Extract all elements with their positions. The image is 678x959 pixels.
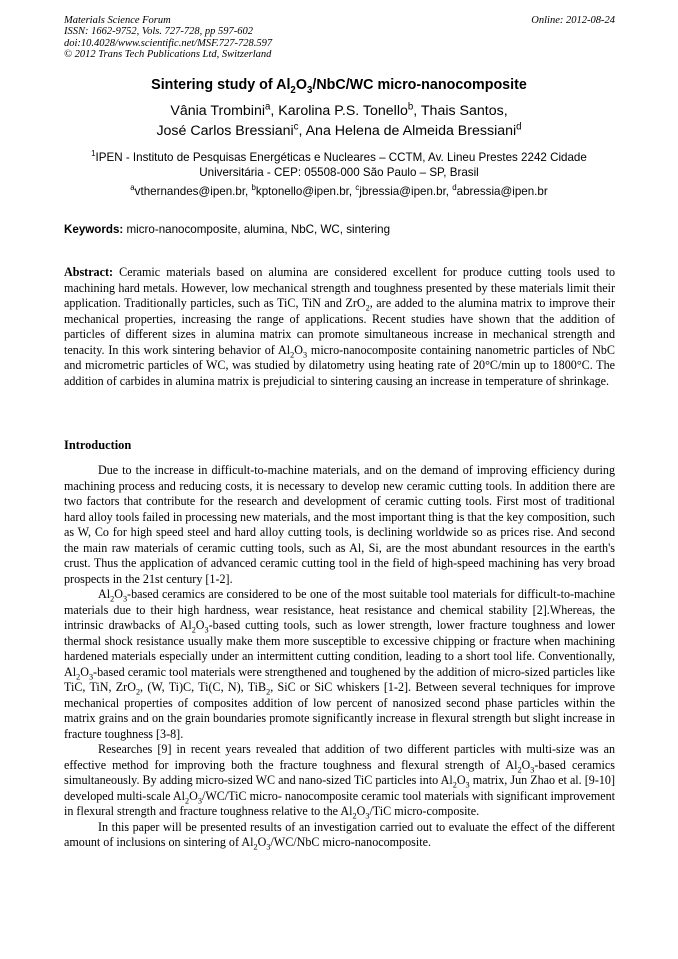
doi-line: doi:10.4028/www.scientific.net/MSF.727-728.597: [64, 37, 273, 49]
intro-paragraph-3: Researches [9] in recent years revealed that addition of two different particles with multi-size was an effective method for improving both the fracture toughness and flexural strength of $Al_2O_3$-based ceramics simultaneously. By adding micro-sized WC and nano-sized TiC particles into $Al_2O_3$ matrix, Jun Zhao et al. [9-10] developed multi-scale $Al_2O_3/WC$/TiC micro- nanocomposite ceramic tool materials with significant improvement in flexural strength and fracture toughness relative to the $Al_2O_3$/TiC micro-composite.: [64, 742, 615, 821]
introduction-body: [64, 463, 615, 851]
author-line-2: José Carlos Bressiani$^c$, Ana Helena de Almeida Bressiani$^d$: [156, 121, 522, 139]
intro-paragraph-1: Due to the increase in difficult-to-machine materials, and on the demand of improving efficiency during machining process and reducing costs, it is necessary to develop new ceramic cutting tools. In addition there are two factors that contribute for the research and development of ceramic cutting tools. First most of traditional hard alloy tools failed in processing new materials, and the most important thing is that the key composition, such as W, Co for high speed steel and hard alloy cutting tools, is declining worldwide so as prices rise. And second the main raw materials of ceramic cutting tools, such as Al, Si, are the most abundant resources in the earth's crust. Thus the application of advanced ceramic cutting tool in the field of high-speed machining has very broad prospects in the 21st century [1-2].: [64, 463, 615, 586]
affiliation: $^1$IPEN - Instituto de Pesquisas Energéticas e Nucleares – CCTM, Av. Lineu Prestes 2242 Cidade Universitária - CEP: 05508-000 São Paulo – SP, Brasil: [91, 149, 587, 179]
intro-paragraph-2: $Al_2O_3$-based ceramics are considered to be one of the most suitable tool materials for difficult-to-machine materials due to their high hardness, wear resistance, heat resistance and chemical stability [2].Whereas, the intrinsic drawbacks of $Al_2O_3$-based cutting tools, such as lower strength, lower fracture toughness and lower thermal shock resistance usually make them more susceptible to excessive chipping or fracture when machining hardened materials especially under an intermittent cutting condition, leading to a short tool life. Conventionally, $Al_2O_3$-based ceramic tool materials were strengthened and toughened by the addition of micro-sized particles like TiC, TiN, ZrO$_2$, (W, Ti)C, Ti(C, N), TiB$_2$, SiC or SiC whiskers [1-2]. Between several techniques for improve mechanical properties of composites addition of low percent of nanosized second phase particles within the matrix grains and on the grain boundaries promote significantly increase in flexural strength but slight increase in fracture toughness [3-8].: [64, 587, 615, 741]
issn-line: ISSN: 1662-9752, Vols. 727-728, pp 597-602: [64, 26, 253, 38]
author-list: [0, 101, 678, 141]
intro-paragraph-4: In this paper will be presented results of an investigation carried out to evaluate the effect of the different amount of inclusions on sintering of $Al_2O_3/WC$/NbC micro-nanocomposite.: [64, 819, 615, 852]
journal-name: Materials Science Forum: [64, 15, 171, 26]
copyright-line: © 2012 Trans Tech Publications Ltd, Switzerland: [64, 48, 272, 60]
keywords: Keywords: micro-nanocomposite, alumina, NbC, WC, sintering: [64, 223, 391, 236]
abstract: Abstract: Ceramic materials based on alumina are considered excellent for produce cutting tools used to machining hard metals. However, low mechanical strength and toughness presented by these materials limit their application. Traditionally particles, such as TiC, TiN and ZrO$_2$, are added to the alumina matrix to improve their mechanical properties, increasing the range of applications. Recent studies have shown that the addition of particles of different sizes in alumina matrix can promote simultaneous increase in mechanical strength and tenacity. In this work sintering behavior of $Al_2O_3$ micro-nanocomposite containing nanometric particles of NbC and micrometric particles of WC, was studied by dilatometry using heating rate of 20°C/min up to 1800°C. The addition of carbides in alumina matrix is prejudicial to sintering causing an increase in temperature of shrinkage.: [64, 265, 616, 388]
author-line-1: Vânia Trombini$^a$, Karolina P.S. Tonello$^b$, Thais Santos,: [170, 101, 508, 119]
section-heading-introduction: Introduction: [64, 438, 132, 452]
online-date: Online: 2012-08-24: [531, 15, 615, 26]
paper-title: Sintering study of $Al_2O_3/NbC/WC$ micro-nanocomposite: [151, 77, 527, 96]
journal-header: [64, 15, 272, 60]
author-emails: $^a$vthernandes@ipen.br, $^b$kptonello@ipen.br, $^c$jbressia@ipen.br, $^d$abressia@ipen.br: [130, 183, 548, 198]
